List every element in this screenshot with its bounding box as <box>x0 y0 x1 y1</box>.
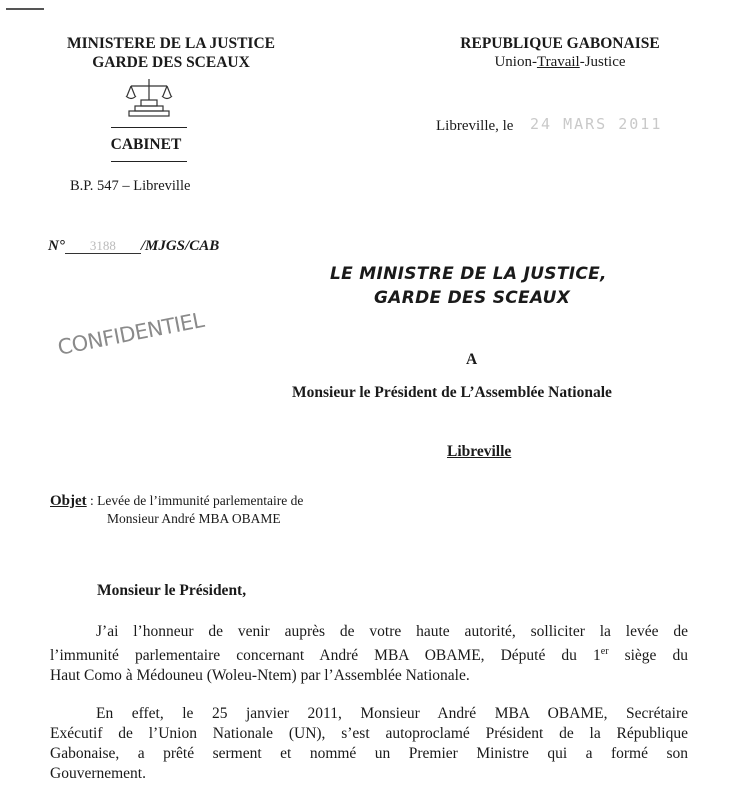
place-date-label: Libreville, le <box>436 118 514 134</box>
subject-label: Objet <box>50 493 87 509</box>
ministry-name: MINISTERE DE LA JUSTICE <box>66 35 276 52</box>
line-text: En effet, le 25 janvier 2011, Monsieur André MBA OBAME, Secrétaire <box>96 705 688 722</box>
motto-part: Travail <box>536 54 580 70</box>
recipient-name: Monsieur le Président de L’Assemblée Nationale <box>292 384 612 401</box>
subject-line: Monsieur André MBA OBAME <box>107 511 281 526</box>
cabinet-label: CABINET <box>110 136 182 153</box>
subject-block <box>50 492 303 528</box>
recipient-prefix: A <box>466 351 478 368</box>
paragraph-line <box>50 642 688 666</box>
date-stamp: 24 MARS 2011 <box>530 115 663 133</box>
motto-part: -Justice <box>579 54 626 70</box>
sender-block <box>330 262 607 310</box>
sender-line: GARDE DES SCEAUX <box>374 288 571 308</box>
postal-box: B.P. 547 – Libreville <box>70 178 191 194</box>
paragraph-line: Exécutif de l’Union Nationale (UN), s’est autoproclamé Président de la République <box>50 725 688 742</box>
divider <box>111 127 187 128</box>
paragraph-line: Gouvernement. <box>50 765 146 782</box>
recipient-city: Libreville <box>447 443 512 460</box>
reference-number <box>48 238 219 255</box>
line-text: l’immunité parlementaire concernant André MBA OBAME, Député du 1 <box>50 647 601 665</box>
body-paragraph <box>50 704 688 784</box>
ministry-subtitle: GARDE DES SCEAUX <box>92 54 250 71</box>
confidential-stamp: CONFIDENTIEL <box>55 307 206 360</box>
body-paragraph <box>50 622 688 686</box>
scales-of-justice-icon <box>121 76 177 118</box>
paragraph-line <box>50 704 688 724</box>
subject-line: : Levée de l’immunité parlementaire de <box>86 493 304 508</box>
republic-name: REPUBLIQUE GABONAISE <box>460 35 660 52</box>
scan-mark <box>6 8 44 10</box>
republic-header <box>420 34 700 72</box>
paragraph-line <box>50 622 688 642</box>
line-text: J’ai l’honneur de venir auprès de votre haute autorité, solliciter la levée de <box>96 623 688 640</box>
ref-prefix: N° <box>48 238 65 254</box>
ref-suffix: /MJGS/CAB <box>140 238 220 254</box>
sender-line: LE MINISTRE DE LA JUSTICE, <box>330 264 607 284</box>
divider <box>111 161 187 162</box>
motto-part: Union- <box>494 54 537 70</box>
line-text: siège du <box>608 647 688 665</box>
superscript: er <box>600 646 609 657</box>
ministry-header <box>46 34 296 72</box>
paragraph-line: Gabonaise, a prêté serment et nommé un Premier Ministre qui a formé son <box>50 745 688 762</box>
salutation: Monsieur le Président, <box>97 582 247 599</box>
national-motto <box>420 53 700 72</box>
ref-number: 3188 <box>65 239 141 254</box>
paragraph-line: Haut Como à Médouneu (Woleu-Ntem) par l’Assemblée Nationale. <box>50 667 470 685</box>
